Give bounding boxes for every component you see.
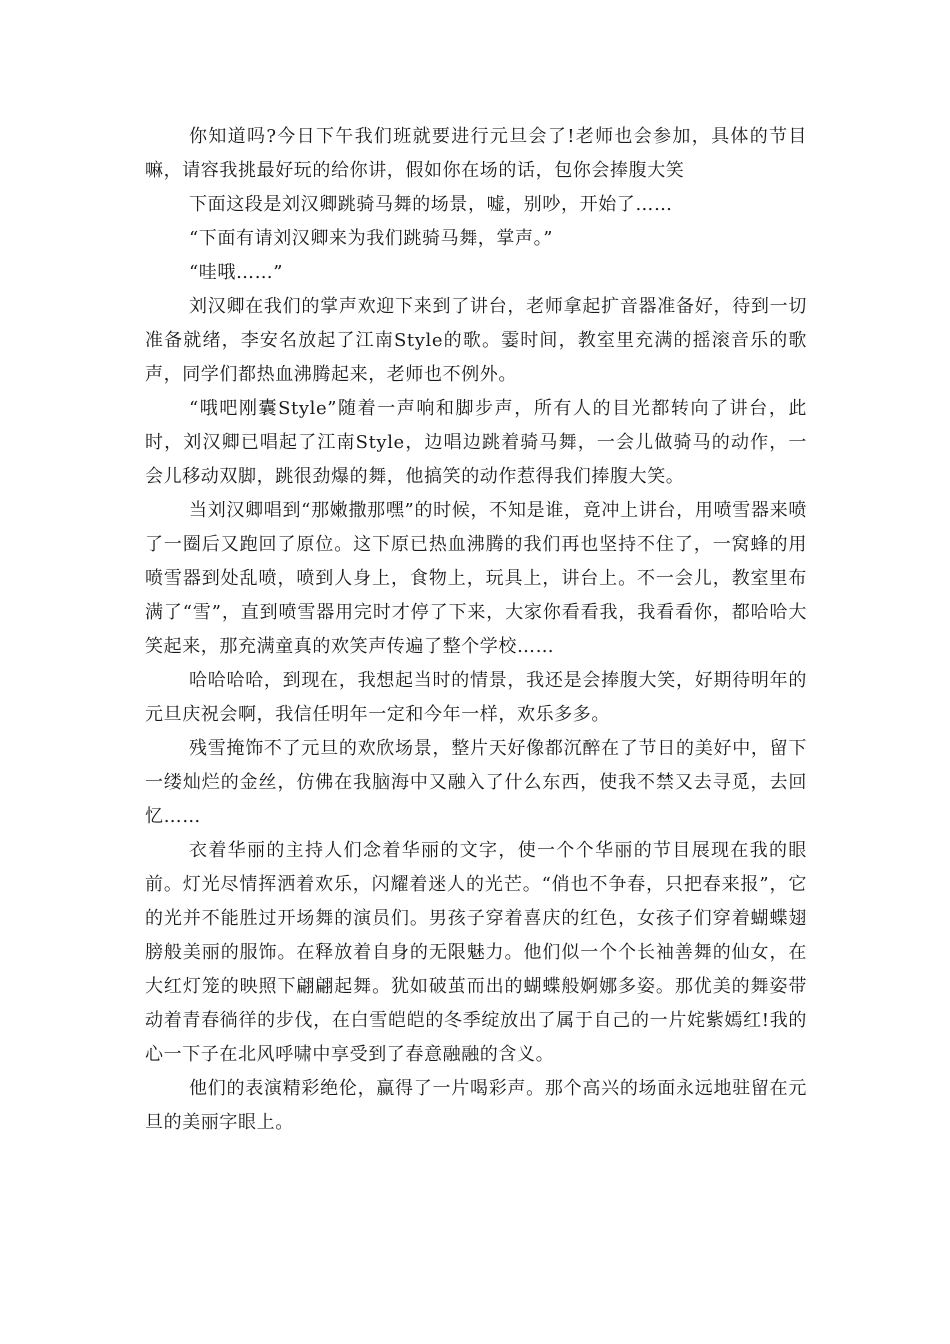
paragraph: “下面有请刘汉卿来为我们跳骑马舞，掌声。” [189, 228, 554, 249]
paragraph: 衣着华丽的主持人们念着华丽的文字，使一个个华丽的节目展现在我的眼前。灯光尽情挥洒着欢乐，闪耀着迷人的光芒。“俏也不争春，只把春来报”，它的光并不能胜过开场舞的演员们。男孩子穿着喜庆的红色，女孩子们穿着蝴蝶翅膀般美丽的服饰。在释放着自身的无限魅力。他们似一个个长袖善舞的仙女，在大红灯笼的映照下翩翩起舞。犹如破茧而出的蝴蝶般婀娜多姿。那优美的舞姿带动着青春徜徉的步伐，在白雪皑皑的冬季绽放出了属于自己的一片姹紫嫣红!我的心一下子在北风呼啸中享受到了春意融融的含义。 [145, 840, 807, 1065]
paragraph: “哇哦……” [189, 262, 284, 283]
paragraph: 下面这段是刘汉卿跳骑马舞的场景，嘘，别吵，开始了…… [189, 194, 673, 215]
paragraph: 你知道吗?今日下午我们班就要进行元旦会了!老师也会参加，具体的节目嘛，请容我挑最好玩的给你讲，假如你在场的话，包你会捧腹大笑 [145, 126, 807, 181]
paragraph: 刘汉卿在我们的掌声欢迎下来到了讲台，老师拿起扩音器准备好，待到一切准备就绪，李安名放起了江南Style的歌。霎时间，教室里充满的摇滚音乐的歌声，同学们都热血沸腾起来，老师也不例外。 [145, 296, 807, 385]
paragraph: 他们的表演精彩绝伦，赢得了一片喝彩声。那个高兴的场面永远地驻留在元旦的美丽字眼上。 [145, 1078, 807, 1133]
document-body [145, 120, 807, 1140]
paragraph: “哦吧刚囊Style”随着一声响和脚步声，所有人的目光都转向了讲台，此时，刘汉卿已唱起了江南Style，边唱边跳着骑马舞，一会儿做骑马的动作，一会儿移动双脚，跳很劲爆的舞，他搞笑的动作惹得我们捧腹大笑。 [145, 398, 807, 487]
paragraph: 残雪掩饰不了元旦的欢欣场景，整片天好像都沉醉在了节日的美好中，留下一缕灿烂的金丝，仿佛在我脑海中又融入了什么东西，使我不禁又去寻觅，去回忆…… [145, 738, 807, 827]
paragraph: 当刘汉卿唱到“那嫩撒那嘿”的时候，不知是谁，竟冲上讲台，用喷雪器来喷了一圈后又跑回了原位。这下原已热血沸腾的我们再也坚持不住了，一窝蜂的用喷雪器到处乱喷，喷到人身上，食物上，玩具上，讲台上。不一会儿，教室里布满了“雪”，直到喷雪器用完时才停了下来，大家你看看我，我看看你，都哈哈大笑起来，那充满童真的欢笑声传遍了整个学校…… [145, 500, 807, 657]
paragraph: 哈哈哈哈，到现在，我想起当时的情景，我还是会捧腹大笑，好期待明年的元旦庆祝会啊，我信任明年一定和今年一样，欢乐多多。 [145, 670, 807, 725]
